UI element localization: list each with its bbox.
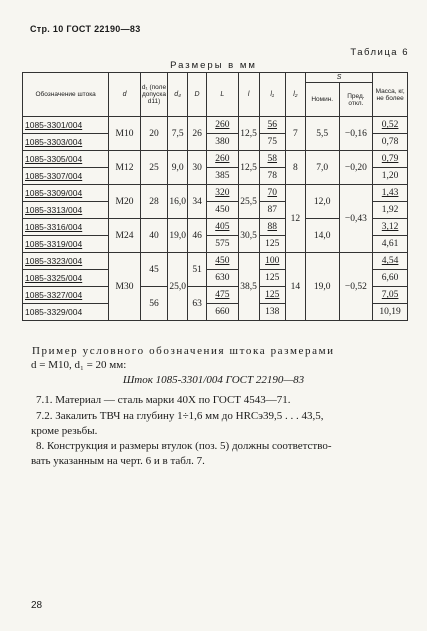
cell-designation: 1085-3305/004 bbox=[23, 151, 109, 168]
cell-L: 380 bbox=[207, 134, 239, 151]
example-params: d = M10, d₁ = 20 мм: bbox=[31, 359, 127, 371]
page-header: Стр. 10 ГОСТ 22190—83 bbox=[30, 24, 141, 34]
cell-S-tol: −0,20 bbox=[339, 151, 373, 185]
table-row bbox=[23, 117, 408, 134]
cell-designation: 1085-3303/004 bbox=[23, 134, 109, 151]
cell-designation: 1085-3316/004 bbox=[23, 219, 109, 236]
cell-S-tol: −0,43 bbox=[339, 185, 373, 253]
cell-d1: 45 bbox=[140, 253, 167, 287]
header-l1: l₁ bbox=[259, 73, 285, 117]
cell-d1: 25 bbox=[140, 151, 167, 185]
cell-S-nom: 19,0 bbox=[305, 253, 339, 321]
header-S: S bbox=[305, 73, 372, 83]
cell-l2: 8 bbox=[285, 151, 305, 185]
cell-designation: 1085-3309/004 bbox=[23, 185, 109, 202]
cell-designation: 1085-3325/004 bbox=[23, 270, 109, 287]
cell-mass: 4,61 bbox=[373, 236, 408, 253]
cell-d1: 28 bbox=[140, 185, 167, 219]
cell-L: 660 bbox=[207, 304, 239, 321]
table-row bbox=[23, 185, 408, 202]
cell-l1: 56 bbox=[259, 117, 285, 134]
cell-D: 30 bbox=[188, 151, 207, 185]
header-mass: Масса, кг, не более bbox=[373, 73, 408, 117]
cell-l1: 125 bbox=[259, 236, 285, 253]
cell-L: 450 bbox=[207, 202, 239, 219]
cell-l1: 138 bbox=[259, 304, 285, 321]
cell-S-nom: 12,0 bbox=[305, 185, 339, 219]
cell-l1: 58 bbox=[259, 151, 285, 168]
cell-l: 30,5 bbox=[238, 219, 259, 253]
cell-mass: 0,52 bbox=[373, 117, 408, 134]
header-L: L bbox=[207, 73, 239, 117]
cell-l2: 7 bbox=[285, 117, 305, 151]
cell-L: 385 bbox=[207, 168, 239, 185]
cell-d4: 9,0 bbox=[168, 151, 188, 185]
cell-mass: 1,43 bbox=[373, 185, 408, 202]
cell-d4: 7,5 bbox=[168, 117, 188, 151]
cell-d: M12 bbox=[109, 151, 141, 185]
cell-D: 51 bbox=[188, 253, 207, 287]
cell-l1: 87 bbox=[259, 202, 285, 219]
cell-mass: 4,54 bbox=[373, 253, 408, 270]
cell-designation: 1085-3319/004 bbox=[23, 236, 109, 253]
cell-d: M24 bbox=[109, 219, 141, 253]
cell-L: 630 bbox=[207, 270, 239, 287]
note-hardening: 7.2. Закалить ТВЧ на глубину 1÷1,6 мм до HRCэ39,5 . . . 43,5, bbox=[36, 410, 324, 422]
cell-S-tol: −0,52 bbox=[339, 253, 373, 321]
cell-S-nom: 14,0 bbox=[305, 219, 339, 253]
cell-l: 38,5 bbox=[238, 253, 259, 321]
cell-L: 405 bbox=[207, 219, 239, 236]
cell-d4: 19,0 bbox=[168, 219, 188, 253]
table-number: Таблица 6 bbox=[350, 47, 409, 58]
example-designation: Шток 1085-3301/004 ГОСТ 22190—83 bbox=[122, 374, 305, 386]
cell-mass: 7,05 bbox=[373, 287, 408, 304]
cell-l1: 78 bbox=[259, 168, 285, 185]
note-bushings: 8. Конструкция и размеры втулок (поз. 5) должны соответство- bbox=[36, 440, 332, 452]
cell-designation: 1085-3313/004 bbox=[23, 202, 109, 219]
cell-d: M20 bbox=[109, 185, 141, 219]
header-l: l bbox=[238, 73, 259, 117]
header-d: d bbox=[109, 73, 141, 117]
cell-designation: 1085-3329/004 bbox=[23, 304, 109, 321]
cell-L: 260 bbox=[207, 117, 239, 134]
cell-mass: 10,19 bbox=[373, 304, 408, 321]
cell-d1: 40 bbox=[140, 219, 167, 253]
cell-D: 26 bbox=[188, 117, 207, 151]
header-d4: d₄ bbox=[168, 73, 188, 117]
cell-l: 25,5 bbox=[238, 185, 259, 219]
cell-designation: 1085-3327/004 bbox=[23, 287, 109, 304]
cell-l1: 100 bbox=[259, 253, 285, 270]
cell-l1: 125 bbox=[259, 270, 285, 287]
cell-S-tol: −0,16 bbox=[339, 117, 373, 151]
cell-L: 260 bbox=[207, 151, 239, 168]
cell-l: 12,5 bbox=[238, 117, 259, 151]
cell-d1: 20 bbox=[140, 117, 167, 151]
table-caption: Размеры в мм bbox=[170, 60, 257, 71]
table-row bbox=[23, 253, 408, 270]
header-S-tolerance: Пред. откл. bbox=[339, 83, 373, 117]
cell-designation: 1085-3323/004 bbox=[23, 253, 109, 270]
dimensions-table bbox=[22, 72, 408, 321]
cell-l2: 14 bbox=[285, 253, 305, 321]
header-designation: Обозначение штока bbox=[23, 73, 109, 117]
cell-mass: 6,60 bbox=[373, 270, 408, 287]
cell-l1: 88 bbox=[259, 219, 285, 236]
example-intro: Пример условного обозначения штока размерами bbox=[32, 345, 335, 357]
cell-l1: 75 bbox=[259, 134, 285, 151]
header-l2: l₂ bbox=[285, 73, 305, 117]
cell-L: 475 bbox=[207, 287, 239, 304]
table-row bbox=[23, 151, 408, 168]
page-number: 28 bbox=[31, 600, 43, 611]
cell-D: 46 bbox=[188, 219, 207, 253]
cell-d: M10 bbox=[109, 117, 141, 151]
cell-d1: 56 bbox=[140, 287, 167, 321]
header-S-nominal: Номин. bbox=[305, 83, 339, 117]
note-bushings-cont: вать указанным на черт. 6 и в табл. 7. bbox=[31, 455, 205, 467]
header-D: D bbox=[188, 73, 207, 117]
cell-l: 12,5 bbox=[238, 151, 259, 185]
cell-mass: 3,12 bbox=[373, 219, 408, 236]
cell-d: M30 bbox=[109, 253, 141, 321]
cell-d4: 16,0 bbox=[168, 185, 188, 219]
cell-l1: 70 bbox=[259, 185, 285, 202]
note-material: 7.1. Материал — сталь марки 40Х по ГОСТ 4543—71. bbox=[36, 394, 291, 406]
cell-S-nom: 7,0 bbox=[305, 151, 339, 185]
cell-S-nom: 5,5 bbox=[305, 117, 339, 151]
note-hardening-cont: кроме резьбы. bbox=[31, 425, 98, 437]
cell-D: 63 bbox=[188, 287, 207, 321]
cell-designation: 1085-3307/004 bbox=[23, 168, 109, 185]
cell-mass: 1,92 bbox=[373, 202, 408, 219]
cell-L: 575 bbox=[207, 236, 239, 253]
cell-l1: 125 bbox=[259, 287, 285, 304]
cell-mass: 0,78 bbox=[373, 134, 408, 151]
cell-L: 450 bbox=[207, 253, 239, 270]
header-d1: d₁ (поле допуска d11) bbox=[140, 73, 167, 117]
cell-l2: 12 bbox=[285, 185, 305, 253]
cell-D: 34 bbox=[188, 185, 207, 219]
cell-designation: 1085-3301/004 bbox=[23, 117, 109, 134]
cell-mass: 0,79 bbox=[373, 151, 408, 168]
cell-L: 320 bbox=[207, 185, 239, 202]
cell-mass: 1,20 bbox=[373, 168, 408, 185]
cell-d4: 25,0 bbox=[168, 253, 188, 321]
